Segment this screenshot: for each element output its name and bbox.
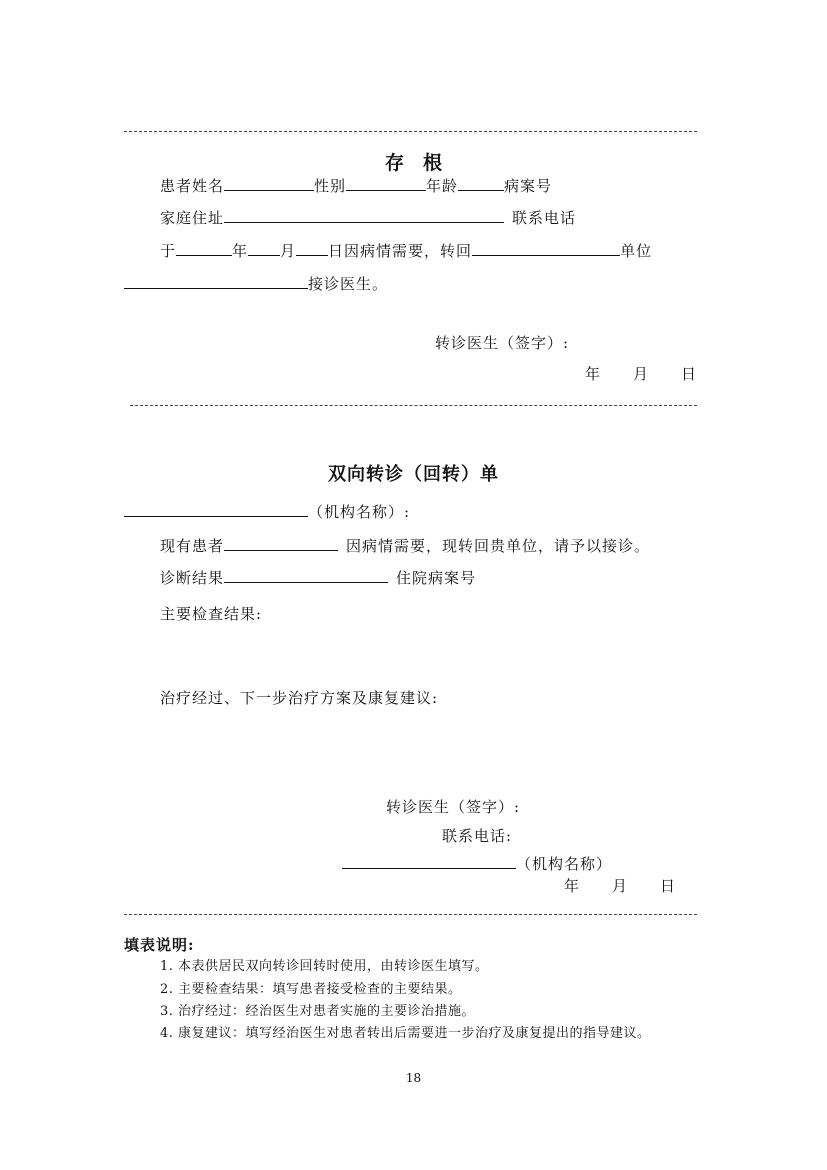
gender-label: 性别 [314,177,347,195]
current-patient-field[interactable] [224,534,338,551]
address-field[interactable] [224,206,504,223]
institution-name-row [342,852,612,874]
note-item: 3. 治疗经过：经治医生对患者实施的主要诊治措施。 [160,1004,476,1019]
current-patient-label: 现有患者 [160,537,225,555]
institution-name-label: （机构名称） [516,855,613,873]
note-item: 4. 康复建议：填写经治医生对患者转出后需要进一步治疗及康复提出的指导建议。 [160,1026,651,1041]
gender-field[interactable] [346,174,426,191]
page-number: 18 [405,1071,422,1085]
stub-title: 存 根 [384,152,442,174]
day-field[interactable] [296,239,328,256]
bottom-cut-line [124,914,697,915]
institution-name-field[interactable] [342,852,516,869]
stub-date-row [160,239,652,261]
age-label: 年龄 [426,177,459,195]
institution-label: （机构名称）: [308,503,411,521]
notes-heading: 填表说明: [124,936,195,954]
receive-doctor-field[interactable] [124,272,308,289]
month-label: 月 [280,242,297,260]
form-signature: 转诊医生（签字）: [386,798,521,816]
unit-field[interactable] [472,239,620,256]
form-title: 双向转诊（回转）单 [328,464,499,485]
address-label: 家庭住址 [160,209,225,227]
diagnosis-field[interactable] [224,566,388,583]
hospital-record-label: 住院病案号 [396,569,477,587]
unit-label: 单位 [620,242,653,260]
month-field[interactable] [248,239,280,256]
treatment-label: 治疗经过、下一步治疗方案及康复建议: [160,689,439,707]
receive-doctor-label: 接诊医生。 [308,275,389,293]
phone-label: 联系电话 [512,209,577,227]
stub-doctor-row [124,272,388,294]
year-field[interactable] [176,239,232,256]
top-cut-line [124,131,697,132]
stub-date: 年 月 日 [585,365,698,383]
institution-field[interactable] [124,500,308,517]
form-contact-phone: 联系电话: [442,827,513,845]
on-label: 于 [160,242,177,260]
stub-signature: 转诊医生（签字）: [435,334,570,352]
note-item: 2. 主要检查结果：填写患者接受检查的主要结果。 [160,982,462,997]
record-no-label: 病案号 [504,177,553,195]
exam-results-label: 主要检查结果: [160,605,263,623]
age-field[interactable] [458,174,504,191]
form-date: 年 月 日 [564,877,677,895]
middle-cut-line [130,405,697,406]
stub-address-row [160,206,576,228]
diagnosis-row [160,566,476,588]
day-reason-label: 日因病情需要，转回 [328,242,473,260]
patient-name-label: 患者姓名 [160,177,225,195]
year-label: 年 [232,242,249,260]
diagnosis-label: 诊断结果 [160,569,225,587]
note-item: 1. 本表供居民双向转诊回转时使用，由转诊医生填写。 [160,959,489,974]
current-patient-row [160,534,650,556]
institution-row [124,500,410,522]
patient-name-field[interactable] [224,174,314,191]
current-patient-text: 因病情需要，现转回贵单位，请予以接诊。 [346,537,651,555]
stub-patient-row [160,174,552,196]
